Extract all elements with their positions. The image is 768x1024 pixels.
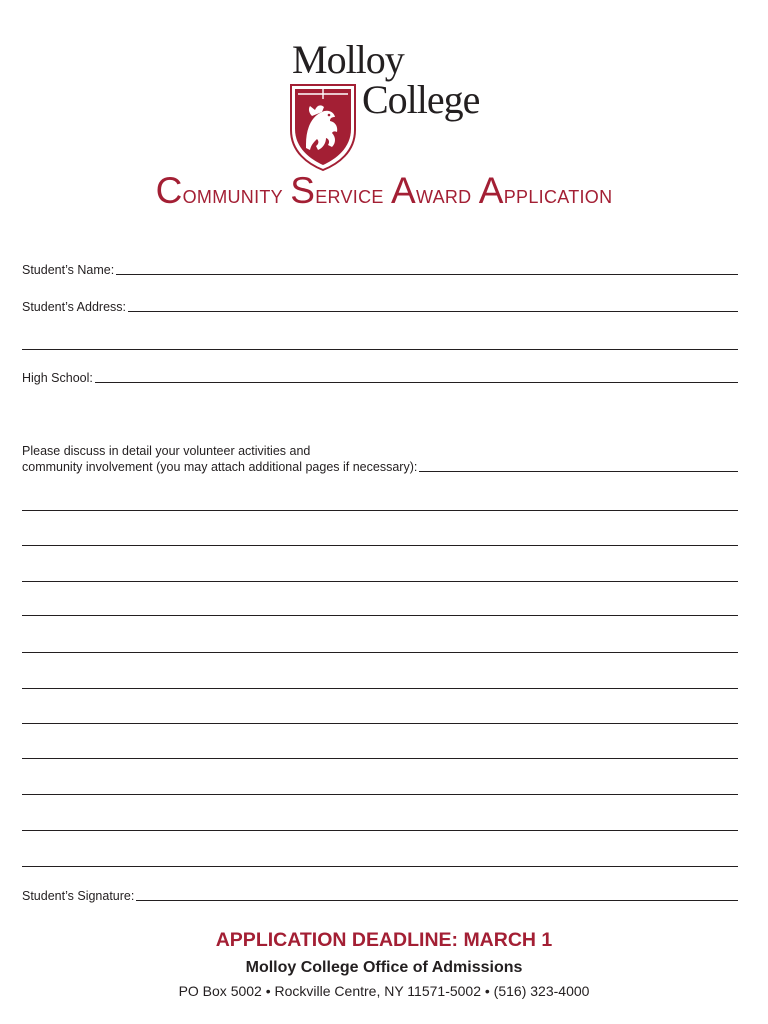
volunteer-prompt: [22, 443, 310, 460]
title-cap-2: S: [290, 170, 316, 211]
logo-word-college: College: [362, 77, 480, 122]
title-rest-1: ommunity: [182, 181, 283, 209]
shield-crest-icon: [288, 82, 358, 172]
student-address-line-2[interactable]: [22, 349, 738, 350]
title-rest-3: ward: [415, 181, 472, 209]
logo-word-molloy: Molloy: [292, 37, 404, 82]
application-deadline: APPLICATION DEADLINE: MARCH 1: [215, 929, 553, 951]
high-school-field[interactable]: [22, 371, 738, 385]
student-address-line[interactable]: [128, 310, 738, 312]
answer-line-2[interactable]: [22, 545, 738, 546]
volunteer-prompt-line-2: community involvement (you may attach additional pages if necessary):: [22, 460, 418, 474]
college-logo: [288, 38, 498, 172]
student-signature-field[interactable]: [22, 889, 738, 903]
answer-line-10[interactable]: [22, 830, 738, 831]
form-title: [0, 172, 768, 209]
volunteer-prompt-line-1: Please discuss in detail your volunteer activities and: [22, 444, 311, 458]
title-rest-4: pplication: [503, 181, 613, 209]
answer-line-7[interactable]: [22, 723, 738, 724]
title-cap-4: A: [478, 170, 504, 211]
student-signature-line[interactable]: [136, 899, 738, 901]
student-name-line[interactable]: [116, 273, 738, 275]
volunteer-activities-field[interactable]: [22, 460, 738, 474]
answer-line-8[interactable]: [22, 758, 738, 759]
student-name-field[interactable]: [22, 263, 738, 277]
answer-line-11[interactable]: [22, 866, 738, 867]
answer-line-6[interactable]: [22, 688, 738, 689]
volunteer-activities-line[interactable]: [419, 470, 738, 472]
answer-line-5[interactable]: [22, 652, 738, 653]
answer-line-4[interactable]: [22, 615, 738, 616]
answer-line-3[interactable]: [22, 581, 738, 582]
high-school-line[interactable]: [95, 381, 738, 383]
student-signature-label: Student’s Signature:: [22, 889, 135, 903]
high-school-label: High School:: [22, 371, 93, 385]
answer-line-1[interactable]: [22, 510, 738, 511]
title-cap-3: A: [390, 170, 416, 211]
student-name-label: Student’s Name:: [22, 263, 115, 277]
office-address: PO Box 5002 • Rockville Centre, NY 11571-5002 • (516) 323-4000: [178, 983, 590, 999]
answer-line-9[interactable]: [22, 794, 738, 795]
student-address-field[interactable]: [22, 300, 738, 314]
title-rest-2: ervice: [315, 181, 384, 209]
admissions-office: Molloy College Office of Admissions: [245, 959, 523, 976]
title-cap-1: C: [155, 170, 183, 211]
student-address-label: Student’s Address:: [22, 300, 127, 314]
